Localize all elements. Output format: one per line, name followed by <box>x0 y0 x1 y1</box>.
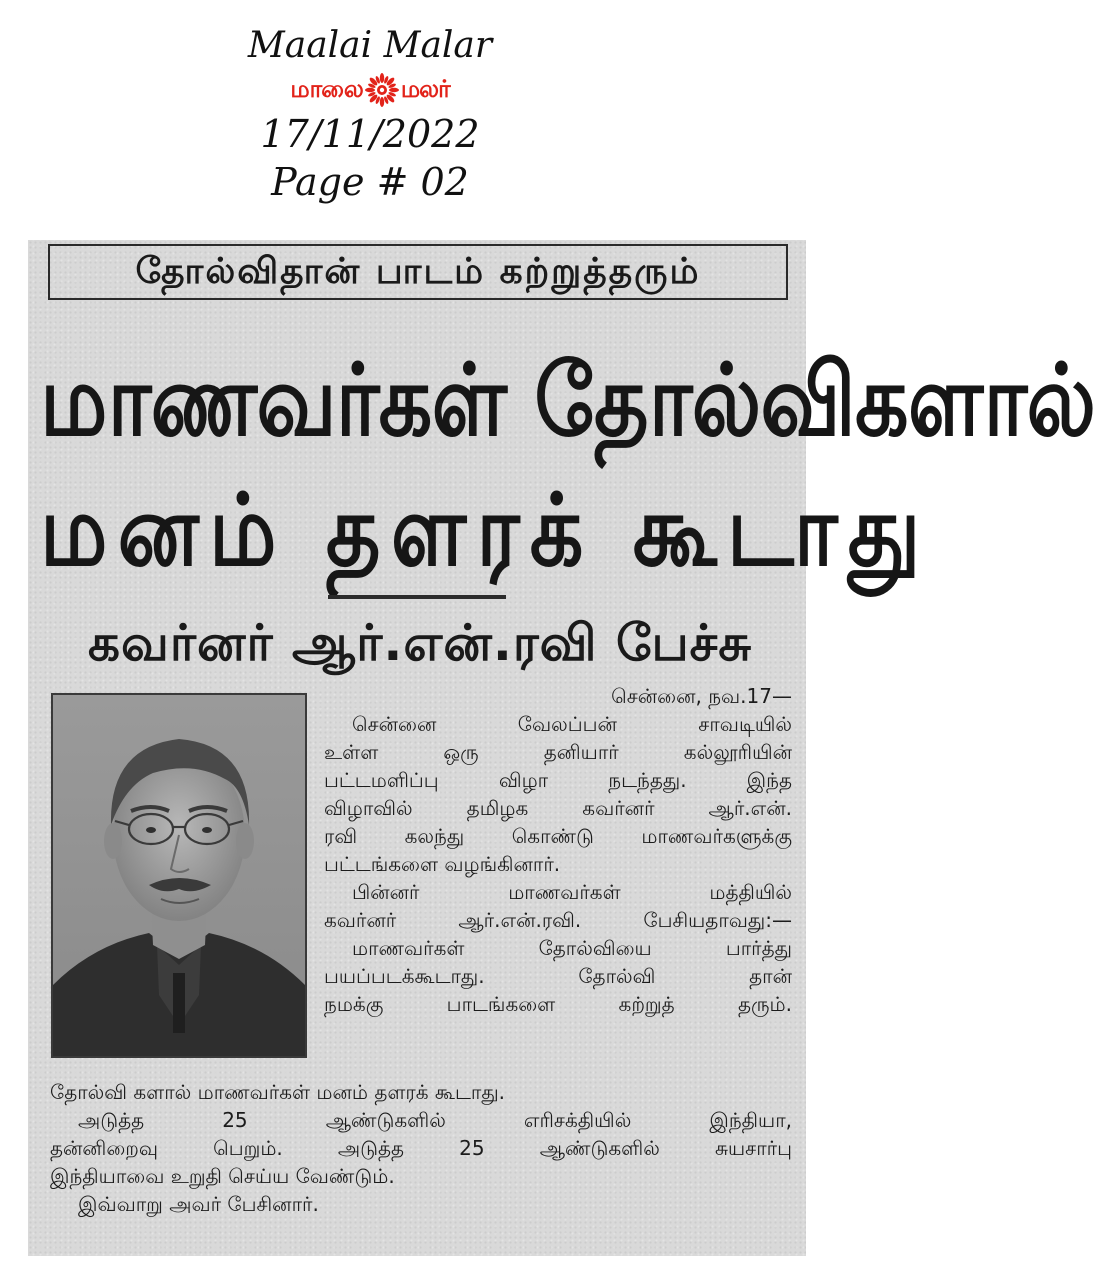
body-line: உள்ள ஒரு தனியார் கல்லூரியின் <box>324 740 792 764</box>
headline-line-1: மாணவர்கள் தோல்விகளால் <box>40 342 1095 459</box>
body-line: இந்தியாவை உறுதி செய்ய வேண்டும். <box>50 1164 395 1188</box>
body-line: சென்னை வேலப்பன் சாவடியில் <box>352 712 792 736</box>
newspaper-clipping <box>28 240 1095 1256</box>
body-line: பயப்படக்கூடாது. தோல்வி தான் <box>324 964 792 988</box>
body-line: பட்டமளிப்பு விழா நடந்தது. இந்த <box>324 768 792 792</box>
flower-icon <box>365 73 399 107</box>
body-line: விழாவில் தமிழக கவர்னர் ஆர்.என். <box>324 796 792 820</box>
clipping-meta <box>0 22 740 206</box>
body-line: அடுத்த 25 ஆண்டுகளில் எரிசக்தியில் இந்தியா, <box>78 1108 792 1132</box>
page-number: Page # 02 <box>271 160 469 204</box>
body-line: தோல்வி களால் மாணவர்கள் மனம் தளரக் கூடாது. <box>50 1080 506 1104</box>
body-line: நமக்கு பாடங்களை கற்றுத் தரும். <box>324 992 792 1016</box>
publication-name: Maalai Malar <box>247 25 493 66</box>
body-line: மாணவர்கள் தோல்வியை பார்த்து <box>352 936 792 960</box>
article-subheadline: கவர்னர் ஆர்.என்.ரவி பேச்சு <box>88 614 752 672</box>
body-line: இவ்வாறு அவர் பேசினார். <box>78 1192 319 1216</box>
article-body-full-width <box>50 1078 792 1218</box>
body-line: கவர்னர் ஆர்.என்.ரவி. பேசியதாவது:— <box>324 908 792 932</box>
portrait-photo <box>51 693 307 1058</box>
headline-divider <box>328 595 506 599</box>
article-body-right-column <box>324 682 792 1018</box>
logo-text-left: மாலை <box>290 74 363 103</box>
article-kicker: தோல்விதான் பாடம் கற்றுத்தரும் <box>48 244 788 300</box>
body-line: பட்டங்களை வழங்கினார். <box>324 852 561 876</box>
publication-date: 17/11/2022 <box>260 112 480 156</box>
article-dateline: சென்னை, நவ.17— <box>611 684 792 708</box>
body-line: ரவி கலந்து கொண்டு மாணவர்களுக்கு <box>324 824 792 848</box>
headline-line-2: மனம் தளரக் கூடாது <box>40 472 931 589</box>
logo-text-right: மலர் <box>400 74 450 103</box>
body-line: தன்னிறைவு பெறும். அடுத்த 25 ஆண்டுகளில் சுயசார்பு <box>50 1136 792 1160</box>
body-line: பின்னர் மாணவர்கள் மத்தியில் <box>352 880 792 904</box>
publication-logo <box>0 72 740 108</box>
